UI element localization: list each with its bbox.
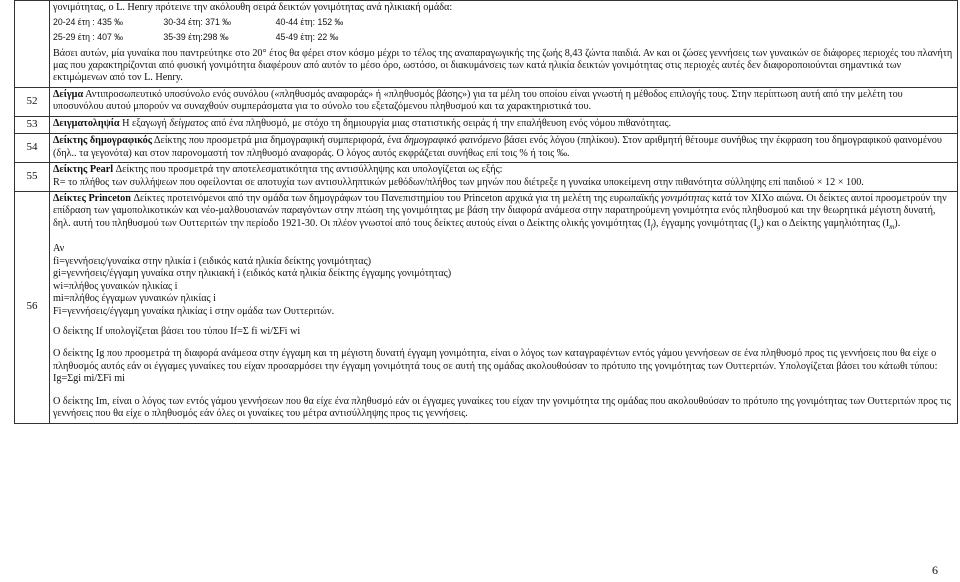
rate-cell: 45-49 έτη: 22 ‰ (275, 32, 339, 44)
entry-text: Δείκτης που προσμετρά μια δημογραφική συμπεριφορά, ένα (152, 135, 404, 147)
def-line: wi=πλήθος γυναικών ηλικίας i (53, 280, 178, 292)
def-line: Fi=γεννήσεις/έγγαμη γυναίκα ηλικίας i στην ομάδα των Ουττεριτών. (53, 305, 335, 317)
row-number: 53 (15, 116, 50, 133)
rate-cell: 30-34 έτη: 371 ‰ (163, 17, 232, 29)
table-row (15, 134, 958, 163)
def-line: mi=πλήθος έγγαμων γυναικών ηλικίας i (53, 293, 216, 305)
entry-italic: γονιμότητας (660, 192, 710, 204)
entry-text: βάσει ενός λόγου (πηλίκου). Στον αριθμητή θέτουμε συνήθως την έκφραση του δημογραφικού φαινομένου (δηλ.. τα γεγονότα) και στον παρονομαστή τον πληθυσμό αναφοράς. Ο λόγος αυτός εκφράζεται συνήθως επί τοις % ή τοις ‰. (53, 135, 942, 159)
entry-text: κατά τον XIXο αιώνα. Οι δείκτες αυτοί προσμετρούν την επίδραση των γαμοπολικοτικών και νέο-μαλθουσιανών παραγόντων στην πτώση της γονιμότητας με βάση την διαφορά ανάμεσα στην παρατηρούμενη γονιμότητα ενός πληθυσμού και την θεωρητικά μέγιστη δυνατή, δηλ. αυτή του πληθυσμού των Ουττεριτών την περίοδο 1921-30. Οι πλέον γνωστοί από τους δείκτες αυτούς είναι ο Δείκτης ολικής γονιμότητας (I (53, 192, 947, 229)
table-row (15, 87, 958, 116)
rate-cell: 35-39 έτη:298 ‰ (163, 32, 229, 44)
paragraph-im: Ο δείκτης Im, είναι ο λόγος των εντός γάμου γεννήσεων που θα είχε ένα πληθυσμό εάν οι έγγαμες γυναίκες του είχαν την γονιμότητα της ομάδας που ακολουθούσαν το πρότυπο της γονιμότητας των Ουττεριτών προς τις γεννήσεις που θα είχε ο πληθυσμός εάν όλες οι γυναίκες του μέτρα αντισύλληψης προς τις γεννήσεις. (53, 395, 951, 420)
row-number: 56 (15, 191, 50, 423)
rate-cell: 20-24 έτη : 435 ‰ (53, 17, 124, 29)
rate-cell: 25-29 έτη : 407 ‰ (53, 32, 124, 44)
intro-line: γονιμότητας, ο L. Henry πρότεινε την ακόλουθη σειρά δεικτών γονιμότητας ανά ηλικιακή ομάδα: (53, 2, 453, 13)
entry-term: Δείκτης δημογραφικός (53, 135, 152, 147)
row-number: 54 (15, 134, 50, 163)
table-row (15, 191, 958, 423)
row-number: 55 (15, 163, 50, 192)
entry-content (50, 163, 958, 192)
entry-italic: δείγματος (169, 117, 209, 129)
entry-text: ). (894, 217, 901, 229)
entry-content (50, 191, 958, 423)
row-number: 52 (15, 87, 50, 116)
entry-term: Δείγμα (53, 88, 84, 100)
def-line: gi=γεννήσεις/έγγαμη γυναίκα στην ηλικιακή i (ειδικός κατά ηλικία δείκτης έγγαμης γονιμότητας) (53, 268, 452, 280)
entry-text: ), έγγαμης γονιμότητας (I (652, 217, 757, 229)
table-row (15, 163, 958, 192)
entry-text: Η εξαγωγή (119, 117, 170, 129)
entry-term: Δείκτες Princeton (53, 192, 131, 204)
entry-content (50, 134, 958, 163)
paragraph: Βάσει αυτών, μία γυναίκα που παντρεύτηκε στο 20° έτος θα φέρει στον κόσμο μέχρι το τέλος της αναπαραγωγικής της ζωής 8,43 ζώντα παιδιά. Αν και οι ζώσες γεννήσεις των γυναικών σε διάφορες περιοχές του πλανήτη μας που χαρακτηρίζονται από φυσική γονιμότητα διαφέρουν από αυτόν το μέσο όρο, ωστόσο, οι διακυμάνσεις των κατά ηλικία δεικτών γονιμότητας στις περιοχές αυτές δεν διαφοροποιούνται σημαντικά των εκτιμώμενων από τον L. Henry. (53, 47, 953, 84)
page-number: 6 (932, 563, 938, 578)
paragraph-ig: Ο δείκτης Ig που προσμετρά τη διαφορά ανάμεσα στην έγγαμη και τη μέγιστη δυνατή έγγαμη γονιμότητα, είναι ο λόγος των καταγραφέντων εντός γάμου γεννήσεων σε ένα πληθυσμό προς τις γεννήσεις που θα είχε ο πληθυσμός αυτός εάν οι έγγαμες γυναίκες του είχαν προσαρμόσει την έγγαμη γονιμότητά τους σε αυτή της ομάδας ακολουθούσαν το πρότυπο της γονιμότητας των Ουττεριτών. Υπολογίζεται βάσει του κάτωθι τύπου: Ig=Σgi mi/ΣFi mi (53, 348, 938, 385)
rates-row-2 (53, 32, 882, 44)
entry-term: Δειγματοληψία (53, 117, 120, 129)
formula-if: Ο δείκτης If υπολογίζεται βάσει του τύπου If=Σ fi wi/ΣFi wi (53, 326, 301, 337)
entry-term: Δείκτης Pearl (53, 164, 114, 176)
entry-text: Αντιπροσωπευτικό υποσύνολο ενός συνόλου («πληθυσμός αναφοράς» ή «πληθυσμός βάσης») για τα μέλη του οποίου είναι γνωστή η μέθοδος επιλογής τους. Στην περίπτωση αυτή από την μελέτη του υποσυνόλου αυτού μπορούν να συναχθούν συμπεράσματα για το σύνολο του εξεταζόμενου πληθυσμού και τα χαρακτηριστικά του. (53, 88, 903, 113)
entry-content (50, 1, 958, 88)
entry-text: ) και ο Δείκτης γαμηλιότητας (I (760, 217, 890, 229)
entry-content (50, 87, 958, 116)
glossary-table (14, 0, 958, 424)
table-row (15, 1, 958, 88)
entry-italic: δημογραφικό φαινόμενο (403, 135, 502, 147)
def-line: fi=γεννήσεις/γυναίκα στην ηλικία i (ειδικός κατά ηλικία δείκτης γονιμότητας) (53, 255, 372, 267)
entry-content (50, 116, 958, 133)
table-row (15, 116, 958, 133)
princeton-paragraph: Δείκτες Princeton Δείκτες προτεινόμενοι από την ομάδα των δημογράφων του Πανεπιστημίου του Princeton αρχικά για τη μελέτη της ευρωπαϊκής γονιμότητας κατά τον XIXο αιώνα. Οι δείκτες αυτοί προσμετρούν την επίδραση των γαμοπολικοτικών και νέο-μαλθουσιανών παραγόντων στην πτώση της γονιμότητας με βάση την διαφορά ανάμεσα στην παρατηρούμενη γονιμότητα ενός πληθυσμού και την θεωρητικά μέγιστη δυνατή, δηλ. αυτή του πληθυσμού των Ουττεριτών την περίοδο 1921-30. Οι πλέον γνωστοί από τους δείκτες αυτούς είναι ο Δείκτης ολικής γονιμότητας $(I_f)$, έγγαμης γονιμότητας $(I_g)$ και ο Δείκτης γαμηλιότητας $(I_m)$. (53, 192, 947, 231)
entry-text: από ένα πληθυσμό, με στόχο τη δημιουργία μιας στατιστικής σειράς ή την επαλήθευση ενός νόμου πιθανότητας. (208, 117, 672, 129)
entry-text: Δείκτες προτεινόμενοι από την ομάδα των δημογράφων του Πανεπιστημίου του Princeton αρχικά για τη μελέτη της ευρωπαϊκής (130, 192, 661, 204)
entry-formula: R= το πλήθος των συλλήψεων που οφείλονται σε αποτυχία των αντισυλληπτικών μεθόδων/πλήθος των μηνών που διέτρεξε η γυναίκα υποκείμενη στην πιθανότητα σύλληψης επί παιδιού × 12 × 100. (53, 176, 864, 188)
row-number (15, 1, 50, 88)
rates-row-1 (53, 17, 882, 29)
rate-cell: 40-44 έτη: 152 ‰ (275, 17, 344, 29)
def-line: Αν (53, 243, 65, 255)
entry-text: Δείκτης που προσμετρά την αποτελεσματικότητα της αντισύλληψης και υπολογίζεται ως εξής: (113, 164, 503, 176)
